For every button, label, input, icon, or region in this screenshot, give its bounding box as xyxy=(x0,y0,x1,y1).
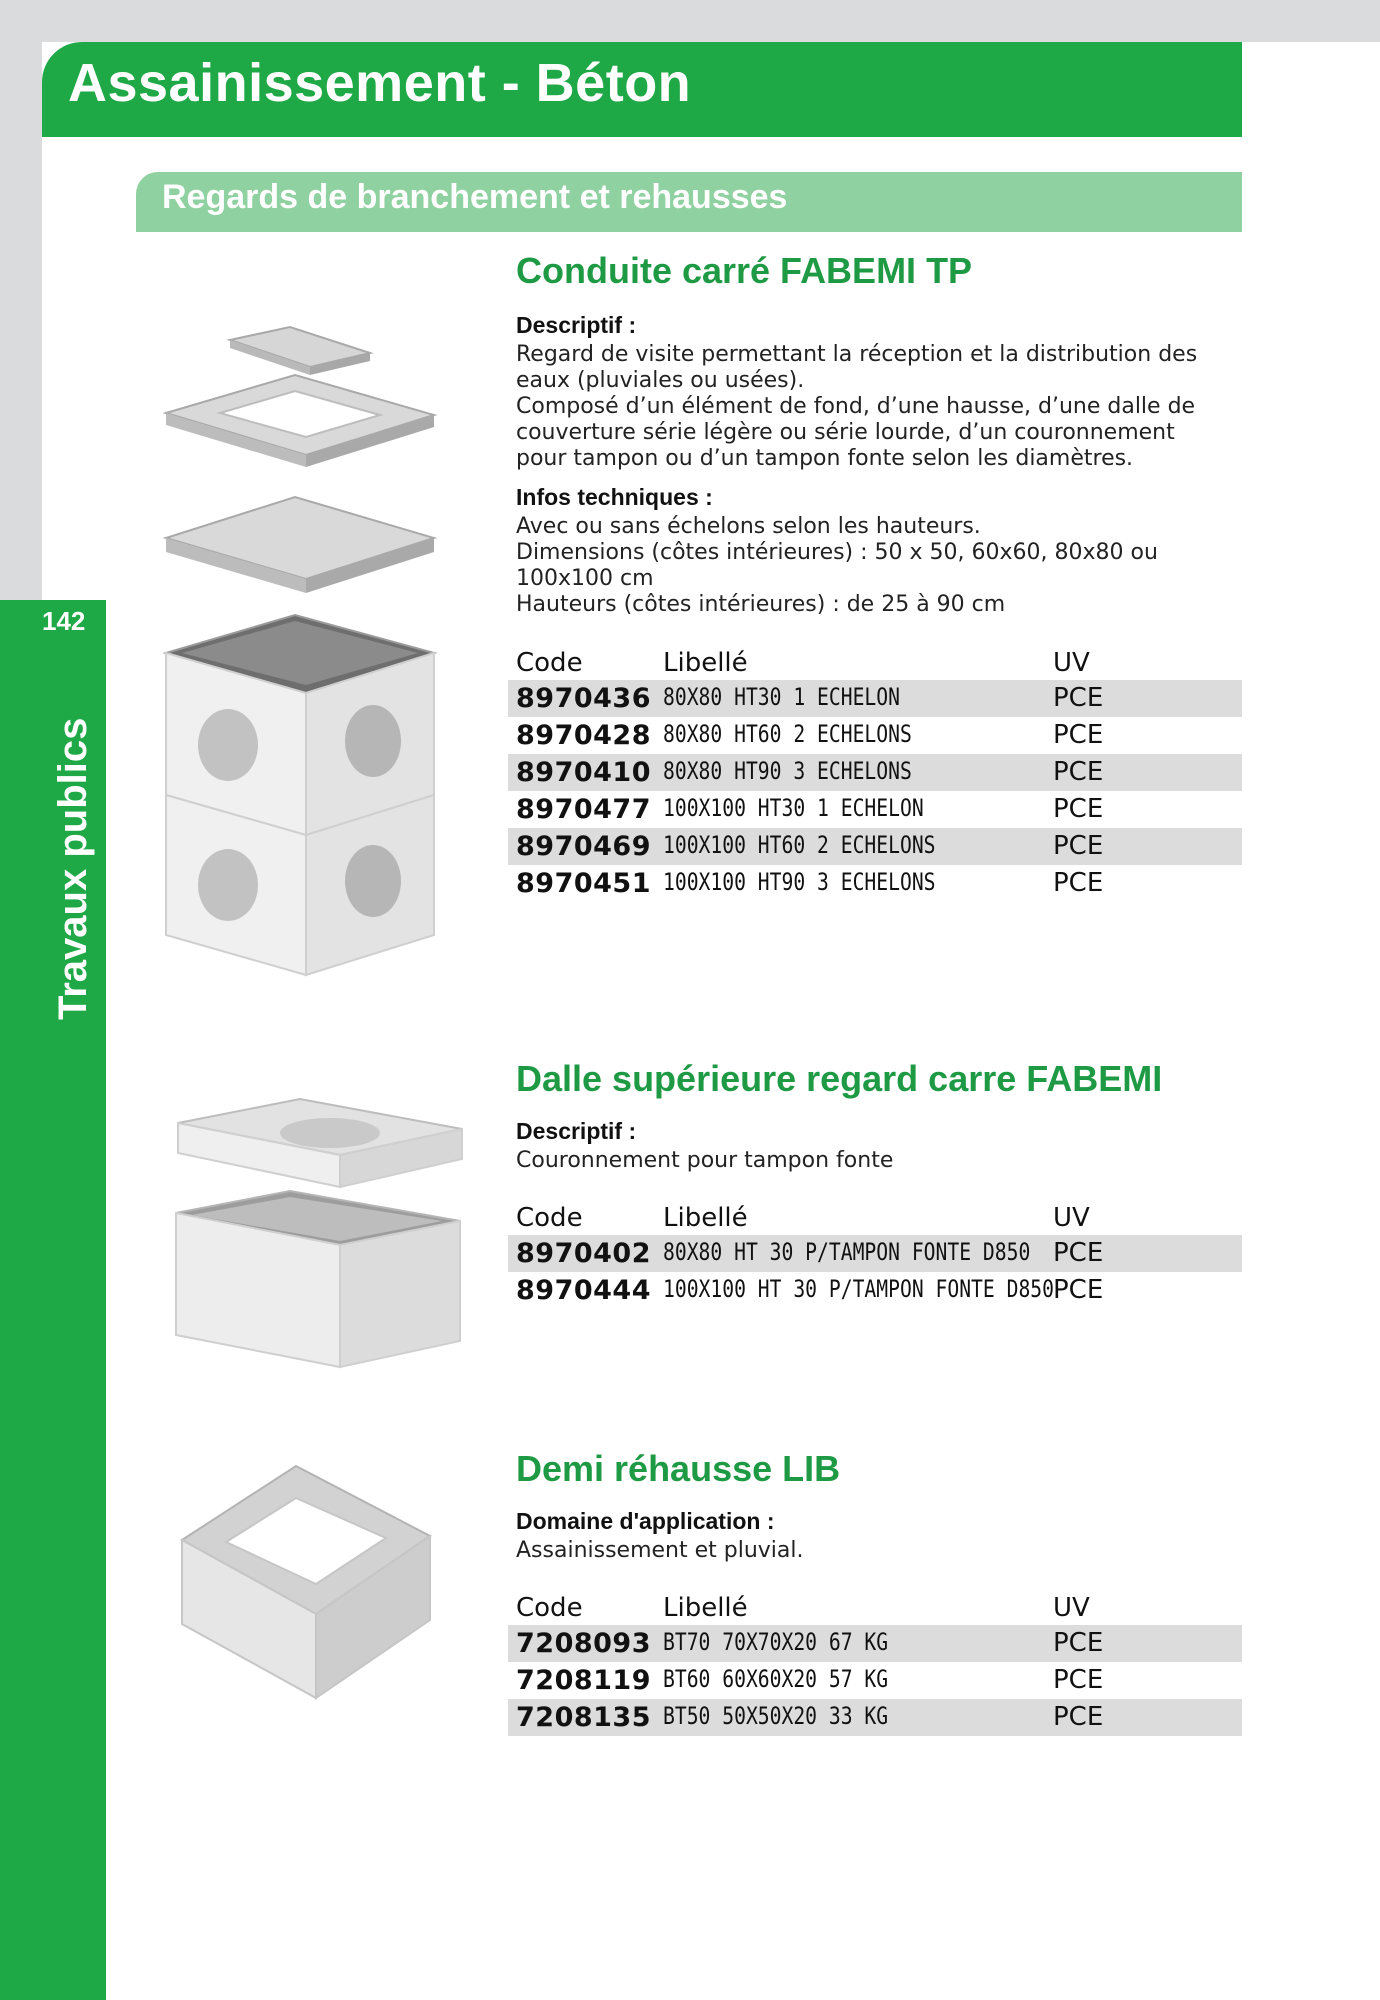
row-code: 8970428 xyxy=(516,720,652,751)
table-row xyxy=(508,828,1242,865)
row-label: 100X100 HT90 3 ECHELONS xyxy=(663,868,936,896)
product-title: Demi réhausse LIB xyxy=(516,1448,841,1489)
header-uv: UV xyxy=(1053,648,1090,678)
row-label: 80X80 HT90 3 ECHELONS xyxy=(663,757,912,785)
header-code: Code xyxy=(516,1593,583,1623)
table-row xyxy=(508,1662,1242,1699)
table-row xyxy=(508,865,1242,902)
row-code: 7208119 xyxy=(516,1665,652,1696)
row-label: 100X100 HT30 1 ECHELON xyxy=(663,794,924,822)
row-uv: PCE xyxy=(1053,1275,1104,1305)
row-code: 7208093 xyxy=(516,1628,652,1659)
tech-info-label: Infos techniques : xyxy=(516,484,713,510)
row-label: 100X100 HT60 2 ECHELONS xyxy=(663,831,936,859)
row-label: BT60 60X60X20 57 KG xyxy=(663,1665,889,1693)
header-uv: UV xyxy=(1053,1593,1090,1623)
row-uv: PCE xyxy=(1053,757,1104,787)
row-code: 8970444 xyxy=(516,1275,652,1306)
page-title: Assainissement - Béton xyxy=(68,53,692,113)
table-header xyxy=(508,646,1242,680)
table-row xyxy=(508,1272,1242,1309)
header-code: Code xyxy=(516,648,583,678)
product-table xyxy=(508,646,1242,902)
left-margin xyxy=(0,0,42,600)
row-uv: PCE xyxy=(1053,720,1104,750)
row-code: 7208135 xyxy=(516,1702,652,1733)
row-uv: PCE xyxy=(1053,1628,1104,1658)
row-uv: PCE xyxy=(1053,868,1104,898)
product-title: Dalle supérieure regard carre FABEMI xyxy=(516,1058,1163,1099)
table-header xyxy=(508,1591,1242,1625)
right-margin xyxy=(1244,0,1380,42)
row-code: 8970451 xyxy=(516,868,652,899)
header-code: Code xyxy=(516,1203,583,1233)
table-row xyxy=(508,1699,1242,1736)
row-code: 8970402 xyxy=(516,1238,652,1269)
table-header xyxy=(508,1201,1242,1235)
tech-info-text: Avec ou sans échelons selon les hauteurs. Dimensions (côtes intérieures) : 50 x 50, 60x60, 80x80 ou 100x100 cm Hauteurs (côtes intérieures) : de 25 à 90 cm xyxy=(516,514,1158,617)
table-row xyxy=(508,717,1242,754)
product-table xyxy=(508,1201,1242,1309)
table-row xyxy=(508,1235,1242,1272)
row-uv: PCE xyxy=(1053,831,1104,861)
row-label: 100X100 HT 30 P/TAMPON FONTE D850 xyxy=(663,1275,1054,1303)
description-label: Descriptif : xyxy=(516,1118,637,1144)
application-text: Assainissement et pluvial. xyxy=(516,1538,804,1563)
row-label: BT70 70X70X20 67 KG xyxy=(663,1628,889,1656)
header-label: Libellé xyxy=(663,648,748,678)
slab-with-box-illustration xyxy=(170,1095,470,1375)
table-row xyxy=(508,1625,1242,1662)
product-title: Conduite carré FABEMI TP xyxy=(516,250,973,291)
page-subtitle: Regards de branchement et rehausses xyxy=(162,178,788,216)
row-uv: PCE xyxy=(1053,1702,1104,1732)
row-uv: PCE xyxy=(1053,794,1104,824)
description-label: Descriptif : xyxy=(516,312,637,338)
row-label: BT50 50X50X20 33 KG xyxy=(663,1702,889,1730)
row-code: 8970477 xyxy=(516,794,652,825)
manhole-assembly-illustration xyxy=(160,315,450,985)
row-code: 8970410 xyxy=(516,757,652,788)
table-row xyxy=(508,680,1242,717)
header-label: Libellé xyxy=(663,1203,748,1233)
description-text: Regard de visite permettant la réception et la distribution des eaux (pluviales ou usées). Composé d’un élément de fond, d’une hausse, d’une dalle de couverture série légère ou série lourde, d’un couronnement pour tampon ou d’un tampon fonte selon les diamètres. xyxy=(516,342,1198,471)
row-label: 80X80 HT30 1 ECHELON xyxy=(663,683,900,711)
top-margin xyxy=(0,0,1380,42)
header-label: Libellé xyxy=(663,1593,748,1623)
description-text: Couronnement pour tampon fonte xyxy=(516,1148,894,1173)
row-uv: PCE xyxy=(1053,1665,1104,1695)
header-uv: UV xyxy=(1053,1203,1090,1233)
half-riser-illustration xyxy=(178,1462,434,1702)
row-uv: PCE xyxy=(1053,1238,1104,1268)
row-label: 80X80 HT60 2 ECHELONS xyxy=(663,720,912,748)
product-table xyxy=(508,1591,1242,1736)
table-row xyxy=(508,791,1242,828)
section-label: Travaux publics xyxy=(51,717,95,1020)
row-code: 8970436 xyxy=(516,683,652,714)
application-label: Domaine d'application : xyxy=(516,1508,775,1534)
row-code: 8970469 xyxy=(516,831,652,862)
row-uv: PCE xyxy=(1053,683,1104,713)
row-label: 80X80 HT 30 P/TAMPON FONTE D850 xyxy=(663,1238,1031,1266)
page-number: 142 xyxy=(42,606,86,636)
table-row xyxy=(508,754,1242,791)
